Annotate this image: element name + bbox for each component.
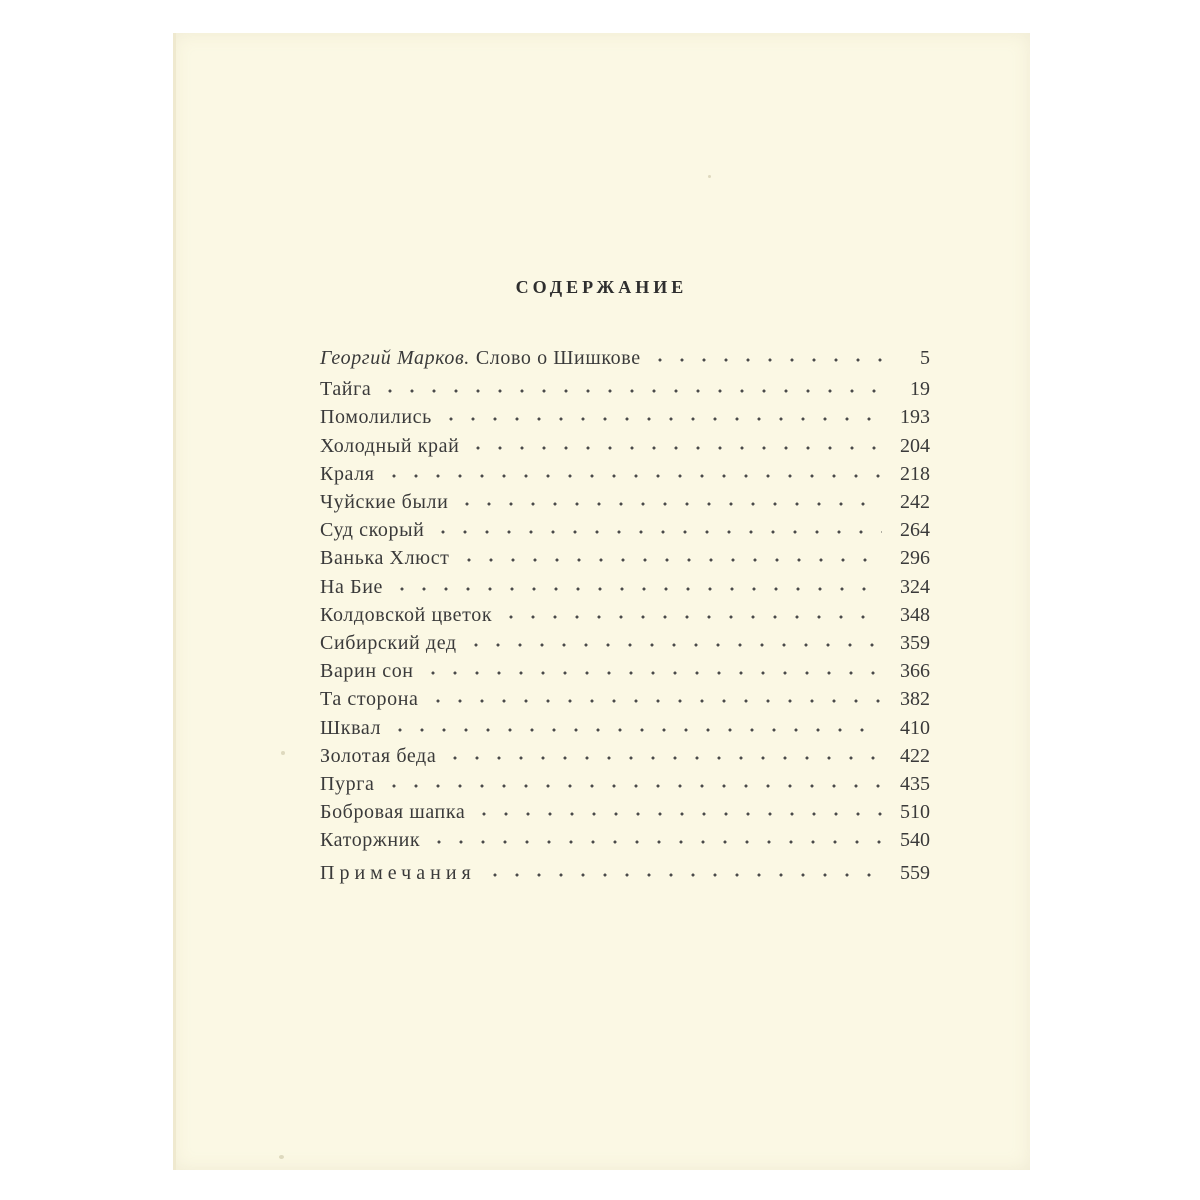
toc-entry-title: Колдовской цветок xyxy=(320,603,493,626)
toc-entry-title: Холодный край xyxy=(320,434,460,457)
dot-leader xyxy=(473,812,882,816)
dot-leader xyxy=(500,615,882,619)
toc-entry-title: Тайга xyxy=(320,378,372,401)
toc-entry-page: 559 xyxy=(900,861,930,884)
toc-entry[interactable] xyxy=(320,460,930,488)
toc-entry-title: Суд скорый xyxy=(320,519,425,542)
dot-leader xyxy=(484,873,882,877)
toc-entry-page: 348 xyxy=(900,603,930,626)
toc-entries xyxy=(320,375,930,854)
toc-entry[interactable] xyxy=(320,770,930,798)
toc-entry[interactable] xyxy=(320,375,930,403)
toc-entry-page: 382 xyxy=(900,688,930,711)
toc-entry[interactable] xyxy=(320,798,930,826)
dot-leader xyxy=(422,671,882,675)
paper-speck xyxy=(279,1155,284,1159)
dot-leader xyxy=(389,728,882,732)
toc-entry-notes[interactable] xyxy=(320,859,930,887)
toc-entry[interactable] xyxy=(320,601,930,629)
dot-leader xyxy=(649,358,882,362)
table-of-contents xyxy=(320,344,930,887)
toc-entry-page: 324 xyxy=(900,575,930,598)
book-page xyxy=(173,33,1030,1170)
toc-entry-page: 410 xyxy=(900,716,930,739)
toc-entry-page: 359 xyxy=(900,632,930,655)
toc-entry[interactable] xyxy=(320,629,930,657)
toc-entry-page: 242 xyxy=(900,491,930,514)
toc-entry-page: 510 xyxy=(900,801,930,824)
toc-entry[interactable] xyxy=(320,685,930,713)
dot-leader xyxy=(456,502,882,506)
toc-entry[interactable] xyxy=(320,742,930,770)
toc-entry-title: Ванька Хлюст xyxy=(320,547,450,570)
toc-entry-title: Каторжник xyxy=(320,829,421,852)
dot-leader xyxy=(427,699,882,703)
dot-leader xyxy=(444,756,882,760)
toc-entry-page: 435 xyxy=(900,773,930,796)
toc-entry-page: 193 xyxy=(900,406,930,429)
contents-heading: СОДЕРЖАНИЕ xyxy=(515,277,688,297)
toc-entry-title: Сибирский дед xyxy=(320,632,457,655)
toc-entry-title xyxy=(320,344,641,372)
toc-entry-page: 296 xyxy=(900,547,930,570)
toc-entry-title: Шквал xyxy=(320,716,382,739)
dot-leader xyxy=(432,530,882,534)
toc-entry-title: На Бие xyxy=(320,575,383,598)
toc-entry[interactable] xyxy=(320,714,930,742)
toc-entry-page: 218 xyxy=(900,462,930,485)
toc-entry-title: Бобровая шапка xyxy=(320,801,466,824)
toc-entry-title: Пурга xyxy=(320,773,375,796)
toc-entry-title: Варин сон xyxy=(320,660,414,683)
dot-leader xyxy=(383,784,882,788)
toc-entry-page: 264 xyxy=(900,519,930,542)
toc-entry-title: Та сторона xyxy=(320,688,419,711)
toc-entry-page: 5 xyxy=(920,347,930,369)
dot-leader xyxy=(467,446,882,450)
toc-entry-page: 19 xyxy=(910,378,930,401)
paper-speck xyxy=(708,175,711,178)
toc-entry-title: Чуйские были xyxy=(320,491,449,514)
toc-entry-intro[interactable] xyxy=(320,344,930,372)
toc-entry-title-text: Слово о Шишкове xyxy=(475,347,641,369)
toc-entry-page: 540 xyxy=(900,829,930,852)
toc-entry[interactable] xyxy=(320,826,930,854)
dot-leader xyxy=(383,474,882,478)
toc-entry[interactable] xyxy=(320,544,930,572)
toc-entry-page: 422 xyxy=(900,744,930,767)
toc-entry[interactable] xyxy=(320,573,930,601)
paper-speck xyxy=(281,751,285,755)
dot-leader xyxy=(440,417,882,421)
toc-entry[interactable] xyxy=(320,488,930,516)
toc-entry[interactable] xyxy=(320,516,930,544)
toc-entry-title: Помолились xyxy=(320,406,432,429)
dot-leader xyxy=(428,840,882,844)
dot-leader xyxy=(465,643,882,647)
dot-leader xyxy=(379,389,882,393)
toc-entry-author: Георгий Марков. xyxy=(320,347,470,369)
toc-entry-title: Золотая беда xyxy=(320,744,437,767)
toc-entry-title: Примечания xyxy=(320,861,476,884)
page-edge xyxy=(173,33,176,1170)
toc-entry-title: Краля xyxy=(320,462,375,485)
toc-entry-page: 204 xyxy=(900,434,930,457)
dot-leader xyxy=(458,558,882,562)
dot-leader xyxy=(391,587,882,591)
toc-entry[interactable] xyxy=(320,432,930,460)
toc-entry[interactable] xyxy=(320,403,930,431)
toc-entry[interactable] xyxy=(320,657,930,685)
toc-entry-page: 366 xyxy=(900,660,930,683)
